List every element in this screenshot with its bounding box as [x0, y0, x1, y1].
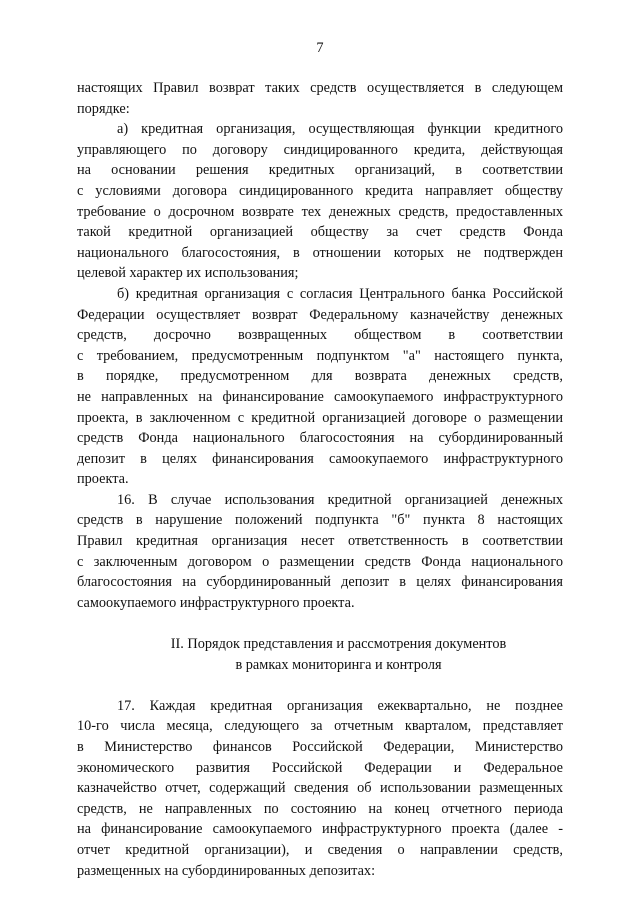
text-line: размещенных на субординированных депозитах:	[77, 862, 376, 879]
paragraph-17	[77, 696, 563, 881]
text-line: Федерации осуществляет возврат Федеральному казначейству денежных	[77, 306, 563, 323]
text-line: средств, не направленных по состоянию на конец отчетного периода	[77, 800, 563, 817]
text-line: отчет кредитной организации), и сведения о направлении средств,	[77, 841, 563, 858]
text-line: с требованием, предусмотренным подпунктом "а" настоящего пункта,	[77, 347, 563, 364]
text-line: самоокупаемого инфраструктурного проекта.	[77, 594, 355, 611]
text-line: а) кредитная организация, осуществляющая функции кредитного	[117, 121, 563, 138]
text-line: 10-го числа месяца, следующего за отчетным кварталом, представляет	[77, 718, 563, 735]
text-line: 17. Каждая кредитная организация ежеквартально, не позднее	[117, 697, 563, 714]
text-line: на основании решения кредитных организаций, в соответствии	[77, 162, 563, 179]
text-line: с заключенным договором о размещении средств Фонда национального	[77, 553, 563, 570]
text-line: экономического развития Российской Федерации и Федеральное	[77, 759, 563, 776]
text-line: такой кредитной организацией обществу за счет средств Фонда	[77, 224, 563, 241]
document-body	[77, 78, 563, 881]
text-line: депозит в целях финансирования самоокупаемого инфраструктурного	[77, 450, 563, 467]
text-line: казначейство отчет, содержащий сведения об использовании размещенных	[77, 780, 563, 797]
section-heading	[77, 634, 563, 675]
page-number: 7	[316, 40, 324, 56]
text-line: 16. В случае использования кредитной организацией денежных	[117, 491, 563, 508]
text-line: порядке:	[77, 100, 130, 117]
text-line: национального благосостояния, в отношении которых не подтвержден	[77, 244, 563, 261]
text-line: средств Фонда национального благосостояния на субординированный	[77, 430, 563, 447]
text-line: настоящих Правил возврат таких средств осуществляется в следующем	[77, 80, 563, 96]
text-line: Правил кредитная организация несет ответственность в соответствии	[77, 533, 563, 550]
text-line: б) кредитная организация с согласия Центрального банка Российской	[117, 285, 563, 302]
text-line: с условиями договора синдицированного кредита направляет обществу	[77, 182, 563, 199]
text-line: средств в нарушение положений подпункта "б" пункта 8 настоящих	[77, 512, 563, 529]
paragraph-subitem-a	[77, 119, 563, 284]
text-line: управляющего по договору синдицированного кредита, действующая	[77, 141, 563, 158]
text-line: благосостояния на субординированный депозит в целях финансирования	[77, 574, 563, 591]
paragraph-continuation	[77, 78, 563, 119]
text-line: на финансирование самоокупаемого инфраструктурного проекта (далее -	[77, 821, 563, 838]
paragraph-16	[77, 490, 563, 614]
paragraph-subitem-b	[77, 284, 563, 490]
heading-line: II. Порядок представления и рассмотрения документов	[170, 636, 507, 653]
text-line: в порядке, предусмотренном для возврата денежных средств,	[77, 368, 563, 385]
text-line: проекта, в заключенном с кредитной организацией договоре о размещении	[77, 409, 563, 426]
heading-line: в рамках мониторинга и контроля	[235, 656, 442, 673]
text-line: требование о досрочном возврате тех денежных средств, предоставленных	[77, 203, 563, 220]
text-line: не направленных на финансирование самоокупаемого инфраструктурного	[77, 388, 563, 405]
text-line: в Министерство финансов Российской Федерации, Министерство	[77, 739, 563, 755]
text-line: средств, досрочно возвращенных обществом в соответствии	[77, 327, 563, 344]
text-line: проекта.	[77, 471, 129, 488]
text-line: целевой характер их использования;	[77, 265, 299, 282]
